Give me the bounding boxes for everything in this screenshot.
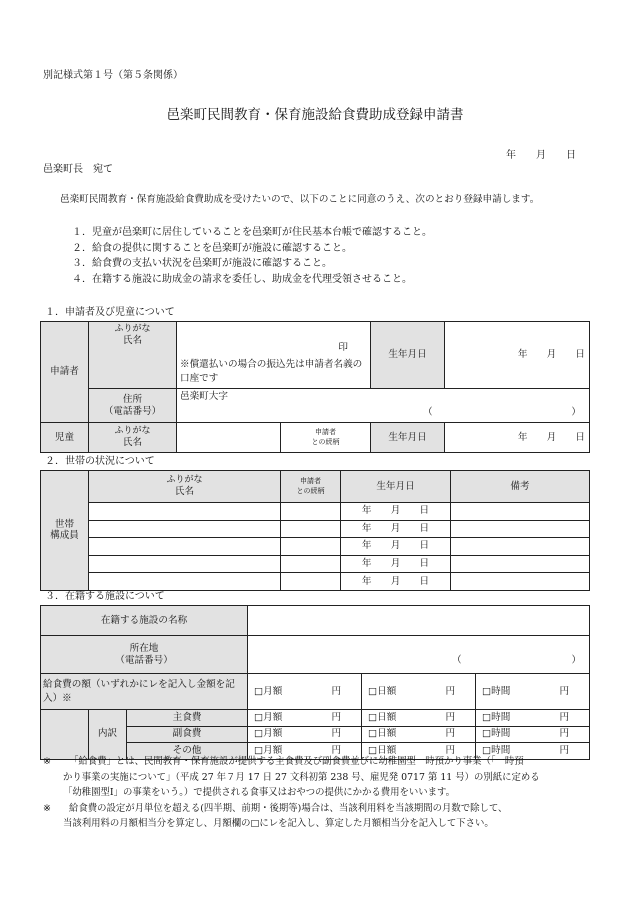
member-name-field[interactable] [89,520,281,538]
footnotes: ※ 「給食費」とは、民間教育・保育施設が提供する主食費及び副食費並びに幼稚園型一時預かり事業（「一時預 かり事業の実施について」（平成 27 年７月 17 日 27 文科初第 238 号、雇児発 0717 第 11 号）の別紙に定める 「幼稚園型Ⅰ」の事業をいう。）で提供される食事又はおやつの提供にかかる費用をいいます。 ※ 給食費の設定が月単位を超える(四半期、前期・後期等)場合は、当該利用料を当該期間の月数で除して、 当該利用料の月額相当分を算定し、月額欄の□にレを記入し、算定した月額相当分を記入して下さい。 [43,756,540,830]
consent-item: ４．在籍する施設に助成金の請求を委任し、助成金を代理受領させること。 [72,273,412,285]
consent-items [72,227,432,289]
member-name-field[interactable] [89,555,281,573]
member-relation-field[interactable] [281,573,341,591]
household-birthdate-header: 生年月日 [341,471,451,503]
facility-location-label: 所在地 （電話番号） [41,636,248,674]
seal-mark: 印 [338,342,348,353]
staple-hourly-field[interactable]: 円 □時間 [476,710,590,727]
child-label: 児童 [41,423,89,453]
side-hourly-field[interactable]: 円 □時間 [476,726,590,743]
breakdown-row-label: 主食費 [127,710,248,727]
facility-name-field[interactable] [248,606,590,636]
applicant-birthdate-label: 生年月日 [371,322,445,389]
fee-amount-label: 給食費の額（いずれかにレを記入し金額を記入）※ [41,674,248,710]
applicant-address-field[interactable]: 邑楽町大字 （ ） [177,389,590,423]
other-monthly-field[interactable]: 円 □月額 [248,743,362,760]
other-daily-field[interactable]: 円 □日額 [362,743,476,760]
facility-table [40,605,590,760]
fee-hourly-field[interactable]: 円 □時間 [476,674,590,710]
applicant-label: 申請者 [41,322,89,423]
note-1: ※ 「給食費」とは、民間教育・保育施設が提供する主食費及び副食費並びに幼稚園型一時預かり事業（「一時預 [43,756,524,767]
member-relation-field[interactable] [281,520,341,538]
fee-blank-cell [41,710,89,760]
side-daily-field[interactable]: 円 □日額 [362,726,476,743]
child-birthdate-field[interactable]: 年 月 日 [445,423,590,453]
member-remarks-field[interactable] [451,555,590,573]
member-birthdate-field[interactable]: 年 月 日 [341,538,451,556]
facility-name-label: 在籍する施設の名称 [41,606,248,636]
household-remarks-header: 備考 [451,471,590,503]
form-number: 別記様式第１号（第５条関係） [43,70,183,81]
application-date: 年 月 日 [506,150,576,161]
member-name-field[interactable] [89,538,281,556]
member-relation-field[interactable] [281,503,341,521]
table-row [41,503,590,521]
fee-daily-field[interactable]: 円 □日額 [362,674,476,710]
household-name-header: ふりがな 氏名 [89,471,281,503]
applicant-address-label: 住所 （電話番号） [89,389,177,423]
member-name-field[interactable] [89,503,281,521]
refund-note: ※償還払いの場合の振込先は申請者名義の口座です [180,359,363,384]
child-name-label: ふりがな 氏名 [89,423,177,453]
applicant-child-table [40,321,590,453]
staple-daily-field[interactable]: 円 □日額 [362,710,476,727]
intro-text: 邑楽町民間教育・保育施設給食費助成を受けたいので、以下のことに同意のうえ、次のとおり登録申請します。 [60,194,540,205]
member-birthdate-field[interactable]: 年 月 日 [341,555,451,573]
breakdown-row-label: その他 [127,743,248,760]
table-row [41,538,590,556]
side-monthly-field[interactable]: 円 □月額 [248,726,362,743]
applicant-birthdate-field[interactable]: 年 月 日 [445,322,590,389]
table-row [41,520,590,538]
table-row [41,573,590,591]
household-table [40,470,590,591]
member-relation-field[interactable] [281,555,341,573]
consent-item: １．児童が邑楽町に居住していることを邑楽町が住民基本台帳で確認すること。 [72,227,432,238]
breakdown-label: 内訳 [89,710,127,760]
page-title: 邑楽町民間教育・保育施設給食費助成登録申請書 [166,107,464,123]
household-relation-header: 申請者 との続柄 [281,471,341,503]
member-birthdate-field[interactable]: 年 月 日 [341,503,451,521]
child-birthdate-label: 生年月日 [371,423,445,453]
table-row [41,555,590,573]
member-relation-field[interactable] [281,538,341,556]
child-name-field[interactable] [177,423,281,453]
address-prefix: 邑楽町大字 [180,391,228,402]
facility-location-field[interactable]: （ ） [248,636,590,674]
member-remarks-field[interactable] [451,538,590,556]
addressee: 邑楽町長 宛て [43,164,113,175]
applicant-name-label: ふりがな 氏名 [89,322,177,389]
member-name-field[interactable] [89,573,281,591]
consent-item: ２．給食の提供に関することを邑楽町が施設に確認すること。 [72,242,352,254]
section2-heading: ２．世帯の状況について [45,456,155,467]
applicant-name-field[interactable] [177,322,371,389]
member-remarks-field[interactable] [451,520,590,538]
section3-heading: ３．在籍する施設について [45,591,165,602]
member-remarks-field[interactable] [451,503,590,521]
consent-item: ３．給食費の支払い状況を邑楽町が施設に確認すること。 [72,258,332,269]
staple-monthly-field[interactable]: 円 □月額 [248,710,362,727]
fee-monthly-field[interactable]: 円 □月額 [248,674,362,710]
section1-heading: １．申請者及び児童について [45,307,175,318]
other-hourly-field[interactable]: 円 □時間 [476,743,590,760]
member-remarks-field[interactable] [451,573,590,591]
member-birthdate-field[interactable]: 年 月 日 [341,573,451,591]
member-birthdate-field[interactable]: 年 月 日 [341,520,451,538]
child-relation-label: 申請者 との続柄 [281,423,371,453]
household-members-label: 世帯 構成員 [41,471,89,591]
note-2: ※ 給食費の設定が月単位を超える(四半期、前期・後期等)場合は、当該利用料を当該期間の月数で除して、 [43,802,508,814]
breakdown-row-label: 副食費 [127,726,248,743]
